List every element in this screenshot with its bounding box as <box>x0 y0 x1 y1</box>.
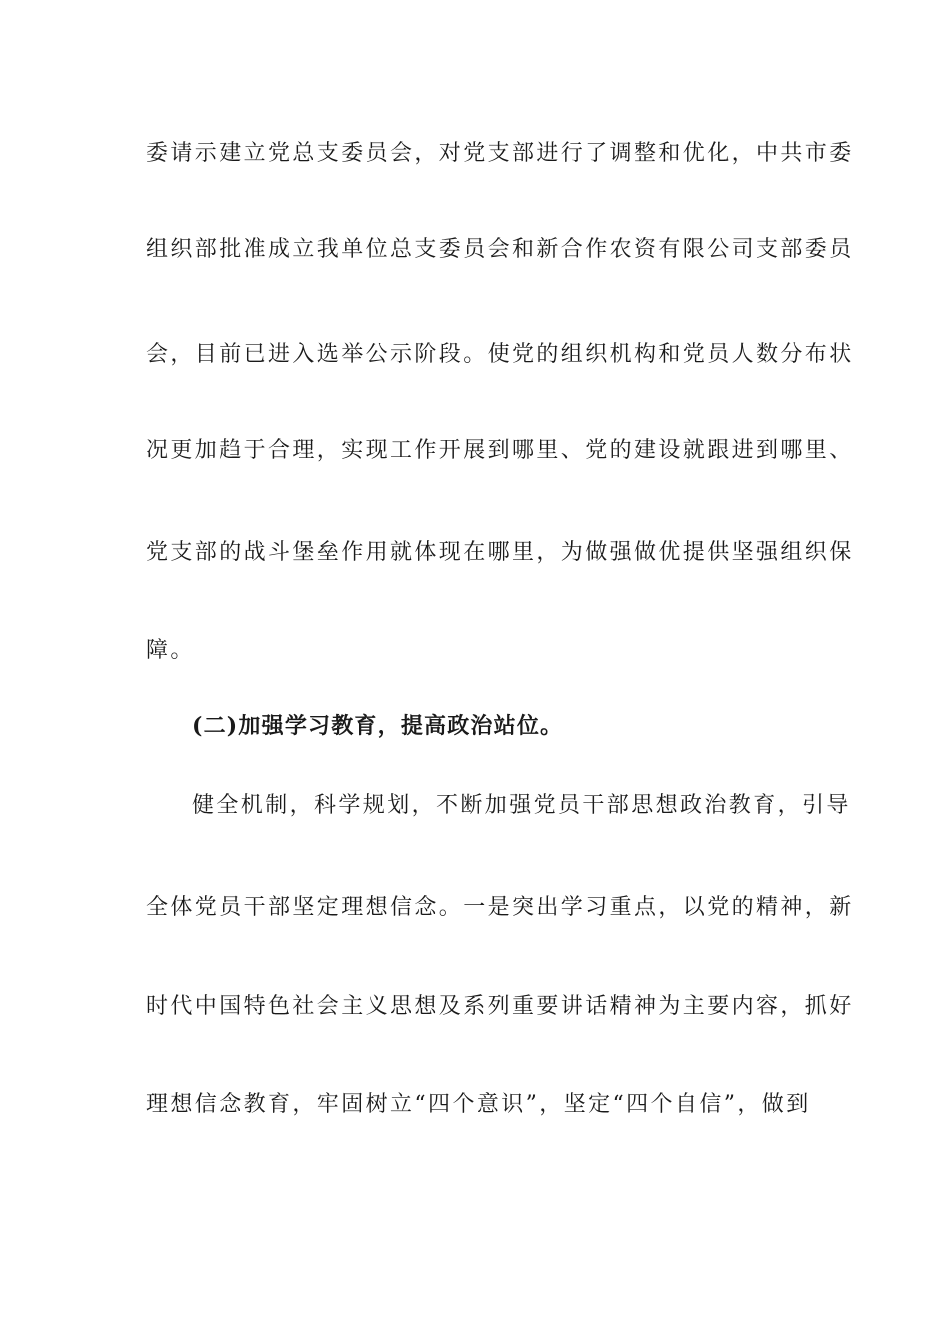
paragraph-2-line-1: 健全机制，科学规划，不断加强党员干部思想政治教育，引导 <box>192 793 851 818</box>
paragraph-1-line-5: 党支部的战斗堡垒作用就体现在哪里，为做强做优提供坚强组织保 <box>146 540 854 565</box>
paragraph-2-line-3: 时代中国特色社会主义思想及系列重要讲话精神为主要内容，抓好 <box>146 994 854 1019</box>
paragraph-1-line-1: 委请示建立党总支委员会，对党支部进行了调整和优化，中共市委 <box>146 141 854 166</box>
paragraph-1-line-2: 组织部批准成立我单位总支委员会和新合作农资有限公司支部委员 <box>146 237 854 262</box>
paragraph-2-line-2: 全体党员干部坚定理想信念。一是突出学习重点，以党的精神，新 <box>146 895 854 920</box>
section-heading: (二)加强学习教育，提高政治站位。 <box>192 713 564 739</box>
paragraph-1-line-6: 障。 <box>146 638 195 663</box>
paragraph-1-line-4: 况更加趋于合理，实现工作开展到哪里、党的建设就跟进到哪里、 <box>146 438 854 463</box>
paragraph-1-line-3: 会，目前已进入选举公示阶段。使党的组织机构和党员人数分布状 <box>146 342 854 367</box>
paragraph-2-line-4: 理想信念教育，牢固树立“四个意识”，坚定“四个自信”，做到 <box>146 1092 811 1117</box>
